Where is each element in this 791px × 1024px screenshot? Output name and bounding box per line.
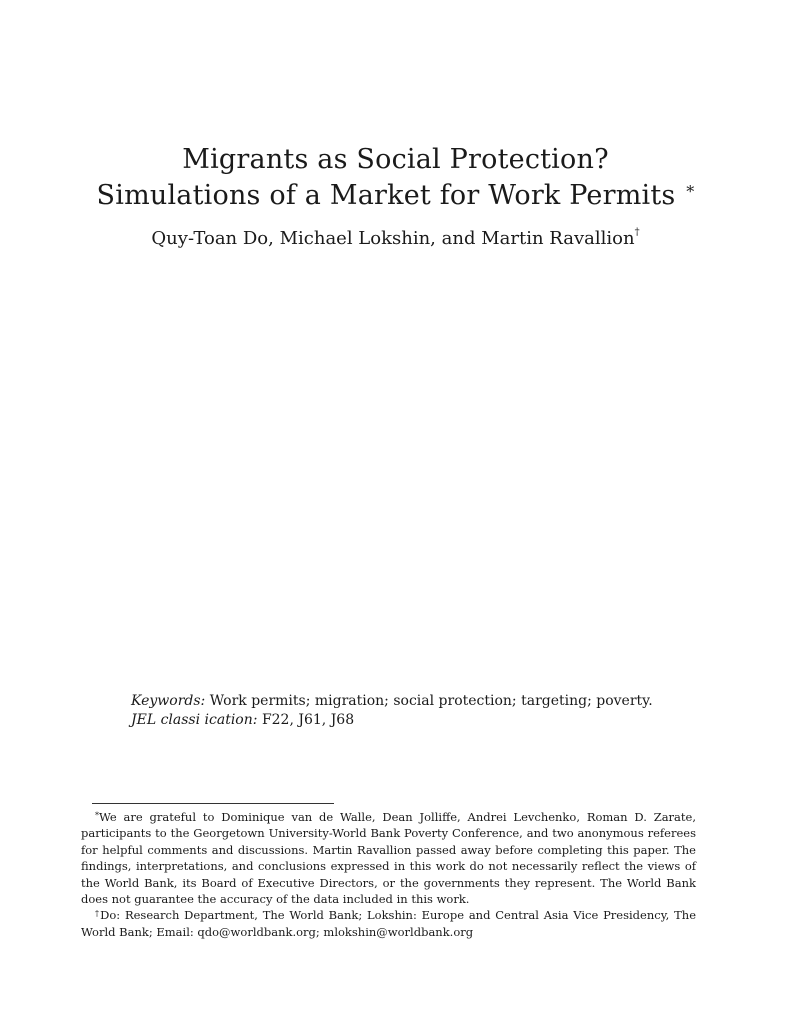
footnotes — [81, 809, 696, 940]
jel-line — [131, 711, 653, 730]
footnote-affiliations — [81, 907, 696, 940]
footnote-rule — [92, 803, 334, 804]
author-list — [0, 228, 791, 249]
author-footnote-mark: † — [634, 227, 640, 238]
paper-title-line-2-text: Simulations of a Market for Work Permits — [96, 180, 676, 211]
keywords-value: Work permits; migration; social protection; targeting; poverty. — [209, 693, 653, 709]
footnote-acknowledgements — [81, 809, 696, 907]
paper-title-line-2 — [0, 180, 791, 211]
jel-value: F22, J61, J68 — [261, 712, 355, 728]
author-names: Quy-Toan Do, Michael Lokshin, and Martin Ravallion — [151, 228, 635, 249]
jel-label: JEL classi ication: — [131, 712, 258, 728]
title-footnote-mark: * — [686, 182, 695, 201]
keywords-block — [131, 692, 653, 730]
paper-title-line-1: Migrants as Social Protection? — [182, 144, 609, 175]
footnote-text: We are grateful to Dominique van de Walle, Dean Jolliffe, Andrei Levchenko, Roman D. Zarate, participants to the Georgetown University-World Bank Poverty Conference, and two anonymous referees for helpful comments and discussions. Martin Ravallion passed away before completing this paper. The findings, interpretations, and conclusions expressed in this work do not necessarily reflect the views of the World Bank, its Board of Executive Directors, or the governments they represent. The World Bank does not guarantee the accuracy of the data included in this work. — [81, 810, 696, 907]
footnote-text: Do: Research Department, The World Bank; Lokshin: Europe and Central Asia Vice Presidency, The World Bank; Email: qdo@worldbank.org; mlokshin@worldbank.org — [81, 908, 697, 939]
keywords-label: Keywords: — [131, 693, 206, 709]
footnote-mark: † — [95, 909, 101, 919]
keywords-line — [131, 692, 653, 711]
footnote-mark: * — [95, 811, 99, 820]
